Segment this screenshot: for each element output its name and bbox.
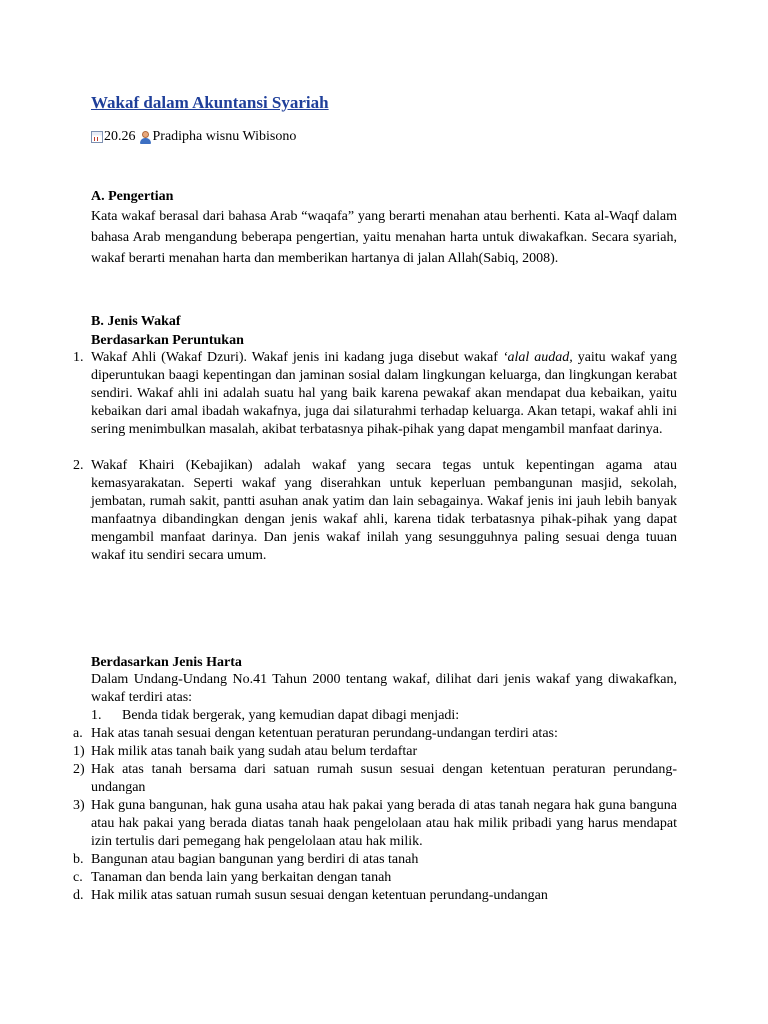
section-b-heading: B. Jenis Wakaf — [91, 314, 181, 329]
list-number: 2. — [73, 458, 84, 473]
list-number: 1. — [91, 708, 102, 723]
list-item-wakaf-khairi: Wakaf Khairi (Kebajikan) adalah wakaf yang secara tegas untuk kepentingan agama atau kemasyarakatan. Seperti wakaf yang diserahkan untuk keperluan pembangunan masjid, sekolah, jembatan, rumah sakit, pantti asuhan anak yatim dan lain sebagainya. Wakaf jenis ini jauh lebih banyak manfaatnya dibandingkan dengan jenis wakaf ahli, karena tidak terbatasnya pihak-pihak yang dapat mengambil manfaat darinya. Dan jenis wakaf inilah yang sesungguhnya paling sesuai denga tuuan wakaf itu sendiri secara umum. — [91, 458, 677, 563]
list-item-hak-bersama: Hak atas tanah bersama dari satuan rumah susun sesuai dengan ketentuan peraturan perundang-undangan — [91, 762, 677, 795]
item-italic: ‘alal audad, — [502, 350, 573, 365]
post-author: Pradipha wisnu Wibisono — [152, 129, 297, 144]
list-letter: d. — [73, 888, 84, 903]
item-text: Wakaf Ahli (Wakaf Dzuri). Wakaf jenis ini kadang juga disebut wakaf — [91, 350, 503, 365]
list-item-benda-tidak-bergerak: Benda tidak bergerak, yang kemudian dapat dibagi menjadi: — [122, 708, 460, 723]
post-meta — [91, 127, 296, 147]
list-item-bangunan: Bangunan atau bagian bangunan yang berdiri di atas tanah — [91, 852, 419, 867]
item-text: yaitu wakaf yang diperuntukan baagi kepentingan dan jaminan sosial dalam lingkungan keluarga, dan lingkungan kerabat sendiri. Wakaf ahli ini adalah suatu hal yang baik karena pewakaf akan mendapat dua kebaikan, yaitu kebaikan dari amal ibadah wakafnya, juga dai silaturahmi terhadap keluarga. Akan tetapi, wakaf ahli ini sering menimbulkan masalah, akibat terbatasnya pihak-pihak yang dapat mengambil manfaat darinya. — [91, 350, 677, 437]
list-number: 3) — [73, 798, 85, 813]
list-item-tanaman: Tanaman dan benda lain yang berkaitan dengan tanah — [91, 870, 392, 885]
post-time: 20.26 — [104, 129, 136, 144]
list-item-wakaf-ahli — [91, 349, 677, 439]
list-letter: c. — [73, 870, 83, 885]
list-item-satuan-rumah-susun: Hak milik atas satuan rumah susun sesuai dengan ketentuan perundang-undangan — [91, 888, 548, 903]
subheading-peruntukan: Berdasarkan Peruntukan — [91, 333, 244, 348]
list-number: 1) — [73, 744, 85, 759]
list-item-hak-atas-tanah: Hak atas tanah sesuai dengan ketentuan peraturan perundang-undangan terdiri atas: — [91, 726, 558, 741]
subheading-jenis-harta: Berdasarkan Jenis Harta — [91, 655, 242, 670]
list-letter: b. — [73, 852, 84, 867]
calendar-icon — [91, 131, 103, 143]
list-number: 2) — [73, 762, 85, 777]
list-item-hak-guna: Hak guna bangunan, hak guna usaha atau hak pakai yang berada di atas tanah negara hak guna banguna atau hak pakai yang berada diatas tanah haak pengelolaan atau hak milik pribadi yang harus mendapat izin tertulis dari pemegang hak pengelolaan atau hak milik. — [91, 798, 677, 849]
list-item-hak-milik: Hak milik atas tanah baik yang sudah atau belum terdaftar — [91, 744, 418, 759]
section-a-paragraph: Kata wakaf berasal dari bahasa Arab “waqafa” yang berarti menahan atau berhenti. Kata al-Waqf dalam bahasa Arab mengandung beberapa pengertian, yaitu menahan harta untuk diwakafkan. Secara syariah, wakaf berarti menahan harta dan memberikan hartanya di jalan Allah(Sabiq, 2008). — [91, 209, 677, 266]
post-title-link[interactable]: Wakaf dalam Akuntansi Syariah — [91, 93, 329, 112]
user-icon — [139, 131, 152, 144]
list-number: 1. — [73, 350, 84, 365]
section-a-heading: A. Pengertian — [91, 189, 174, 204]
intro-paragraph: Dalam Undang-Undang No.41 Tahun 2000 tentang wakaf, dilihat dari jenis wakaf yang diwakafkan, wakaf terdiri atas: — [91, 672, 677, 705]
list-letter: a. — [73, 726, 83, 741]
